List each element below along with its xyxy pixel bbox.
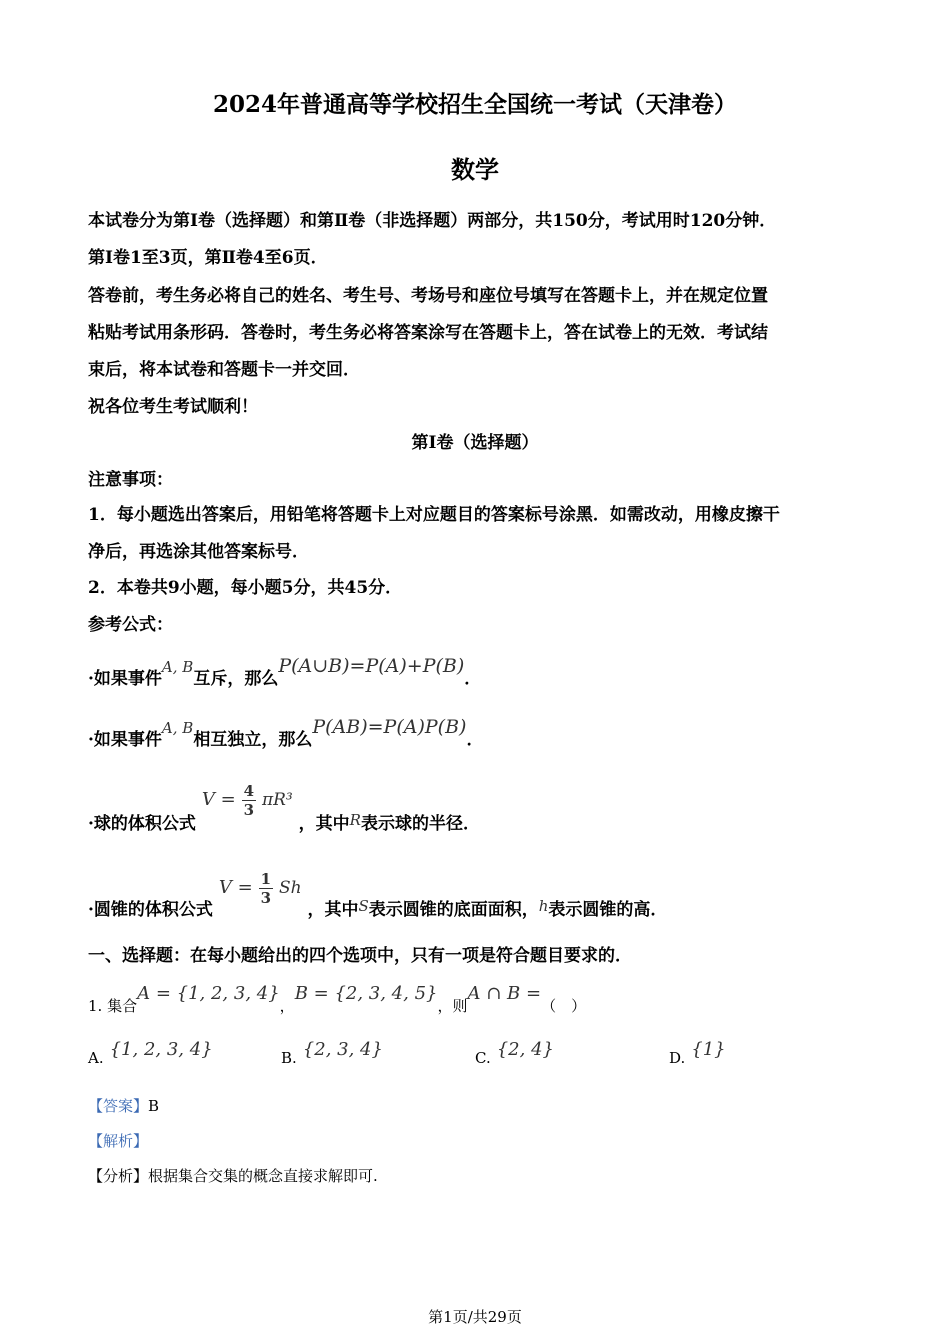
- answer-line: [88, 1095, 159, 1116]
- note-item-1-line-1: 1．每小题选出答案后，用铅笔将答题卡上对应题目的答案标号涂黑．如需改动，用橡皮擦干: [88, 505, 780, 525]
- set-b: B = {2, 3, 4, 5}: [294, 983, 438, 1004]
- formula-expression: P(A∪B)=P(A)+P(B): [278, 655, 465, 677]
- page-footer: 第1页/共29页: [428, 1308, 522, 1326]
- option-c[interactable]: C. {2, 4}: [475, 1039, 554, 1067]
- answer-value: B: [148, 1097, 160, 1115]
- fraction: $\frac{4}{3}$: [243, 782, 255, 819]
- intro-line-5: 束后，将本试卷和答题卡一并交回．: [88, 360, 360, 380]
- note-item-2: 2．本卷共9小题，每小题5分，共45分．: [88, 578, 403, 598]
- intro-line-2: 第Ⅰ卷1至3页，第Ⅱ卷4至6页．: [88, 248, 328, 268]
- formulas-heading: 参考公式：: [88, 615, 173, 635]
- exam-title: 2024年普通高等学校招生全国统一考试（天津卷）: [212, 91, 737, 118]
- formula-expression: P(AB)=P(A)P(B): [312, 716, 467, 738]
- formula-mutually-exclusive: ·如果事件A, B互斥，那么P(A∪B)=P(A)+P(B)．: [88, 655, 482, 689]
- formula-cone-volume: ·圆锥的体积公式 V = $\frac{1}{3}$ Sh ，其中S表示圆锥的底面面积，h表示圆锥的高．: [88, 870, 668, 920]
- analysis-tag: 【解析】: [88, 1132, 149, 1150]
- section-title: 第Ⅰ卷（选择题）: [411, 433, 539, 453]
- question-1: 1. 集合A = {1, 2, 3, 4}，B = {2, 3, 4, 5}，则A ∩ B =（ ）: [88, 983, 587, 1015]
- note-item-1-line-2: 净后，再选涂其他答案标号．: [88, 542, 309, 562]
- formula-vars: A, B: [161, 658, 194, 676]
- option-b[interactable]: B. {2, 3, 4}: [281, 1039, 383, 1067]
- option-d[interactable]: D. {1}: [669, 1039, 726, 1067]
- intro-line-3: 答卷前，考生务必将自己的姓名、考生号、考场号和座位号填写在答题卡上，并在规定位置: [88, 286, 768, 306]
- formula-vars: A, B: [161, 719, 194, 737]
- set-a: A = {1, 2, 3, 4}: [137, 983, 280, 1004]
- option-a[interactable]: A. {1, 2, 3, 4}: [88, 1039, 213, 1067]
- fraction: $\frac{1}{3}$: [260, 870, 272, 907]
- intro-line-1: 本试卷分为第Ⅰ卷（选择题）和第Ⅱ卷（非选择题）两部分，共150分，考试用时120分钟．: [88, 211, 777, 231]
- formula-independent: ·如果事件A, B相互独立，那么P(AB)=P(A)P(B)．: [88, 716, 484, 750]
- part-one-heading: 一、选择题：在每小题给出的四个选项中，只有一项是符合题目要求的．: [88, 946, 632, 966]
- intro-line-4: 粘贴考试用条形码．答卷时，考生务必将答案涂写在答题卡上，答在试卷上的无效．考试结: [88, 323, 768, 343]
- answer-tag: 【答案】: [88, 1097, 149, 1115]
- formula-sphere-volume: ·球的体积公式 V = $\frac{4}{3}$ πR³ ，其中R表示球的半径．: [88, 782, 480, 834]
- subject-title: 数学: [451, 155, 499, 184]
- analysis-text: 【分析】根据集合交集的概念直接求解即可.: [88, 1167, 378, 1185]
- intro-line-6: 祝各位考生考试顺利！: [88, 397, 258, 417]
- intersection-expression: A ∩ B =: [467, 983, 542, 1004]
- notes-heading: 注意事项：: [88, 470, 173, 490]
